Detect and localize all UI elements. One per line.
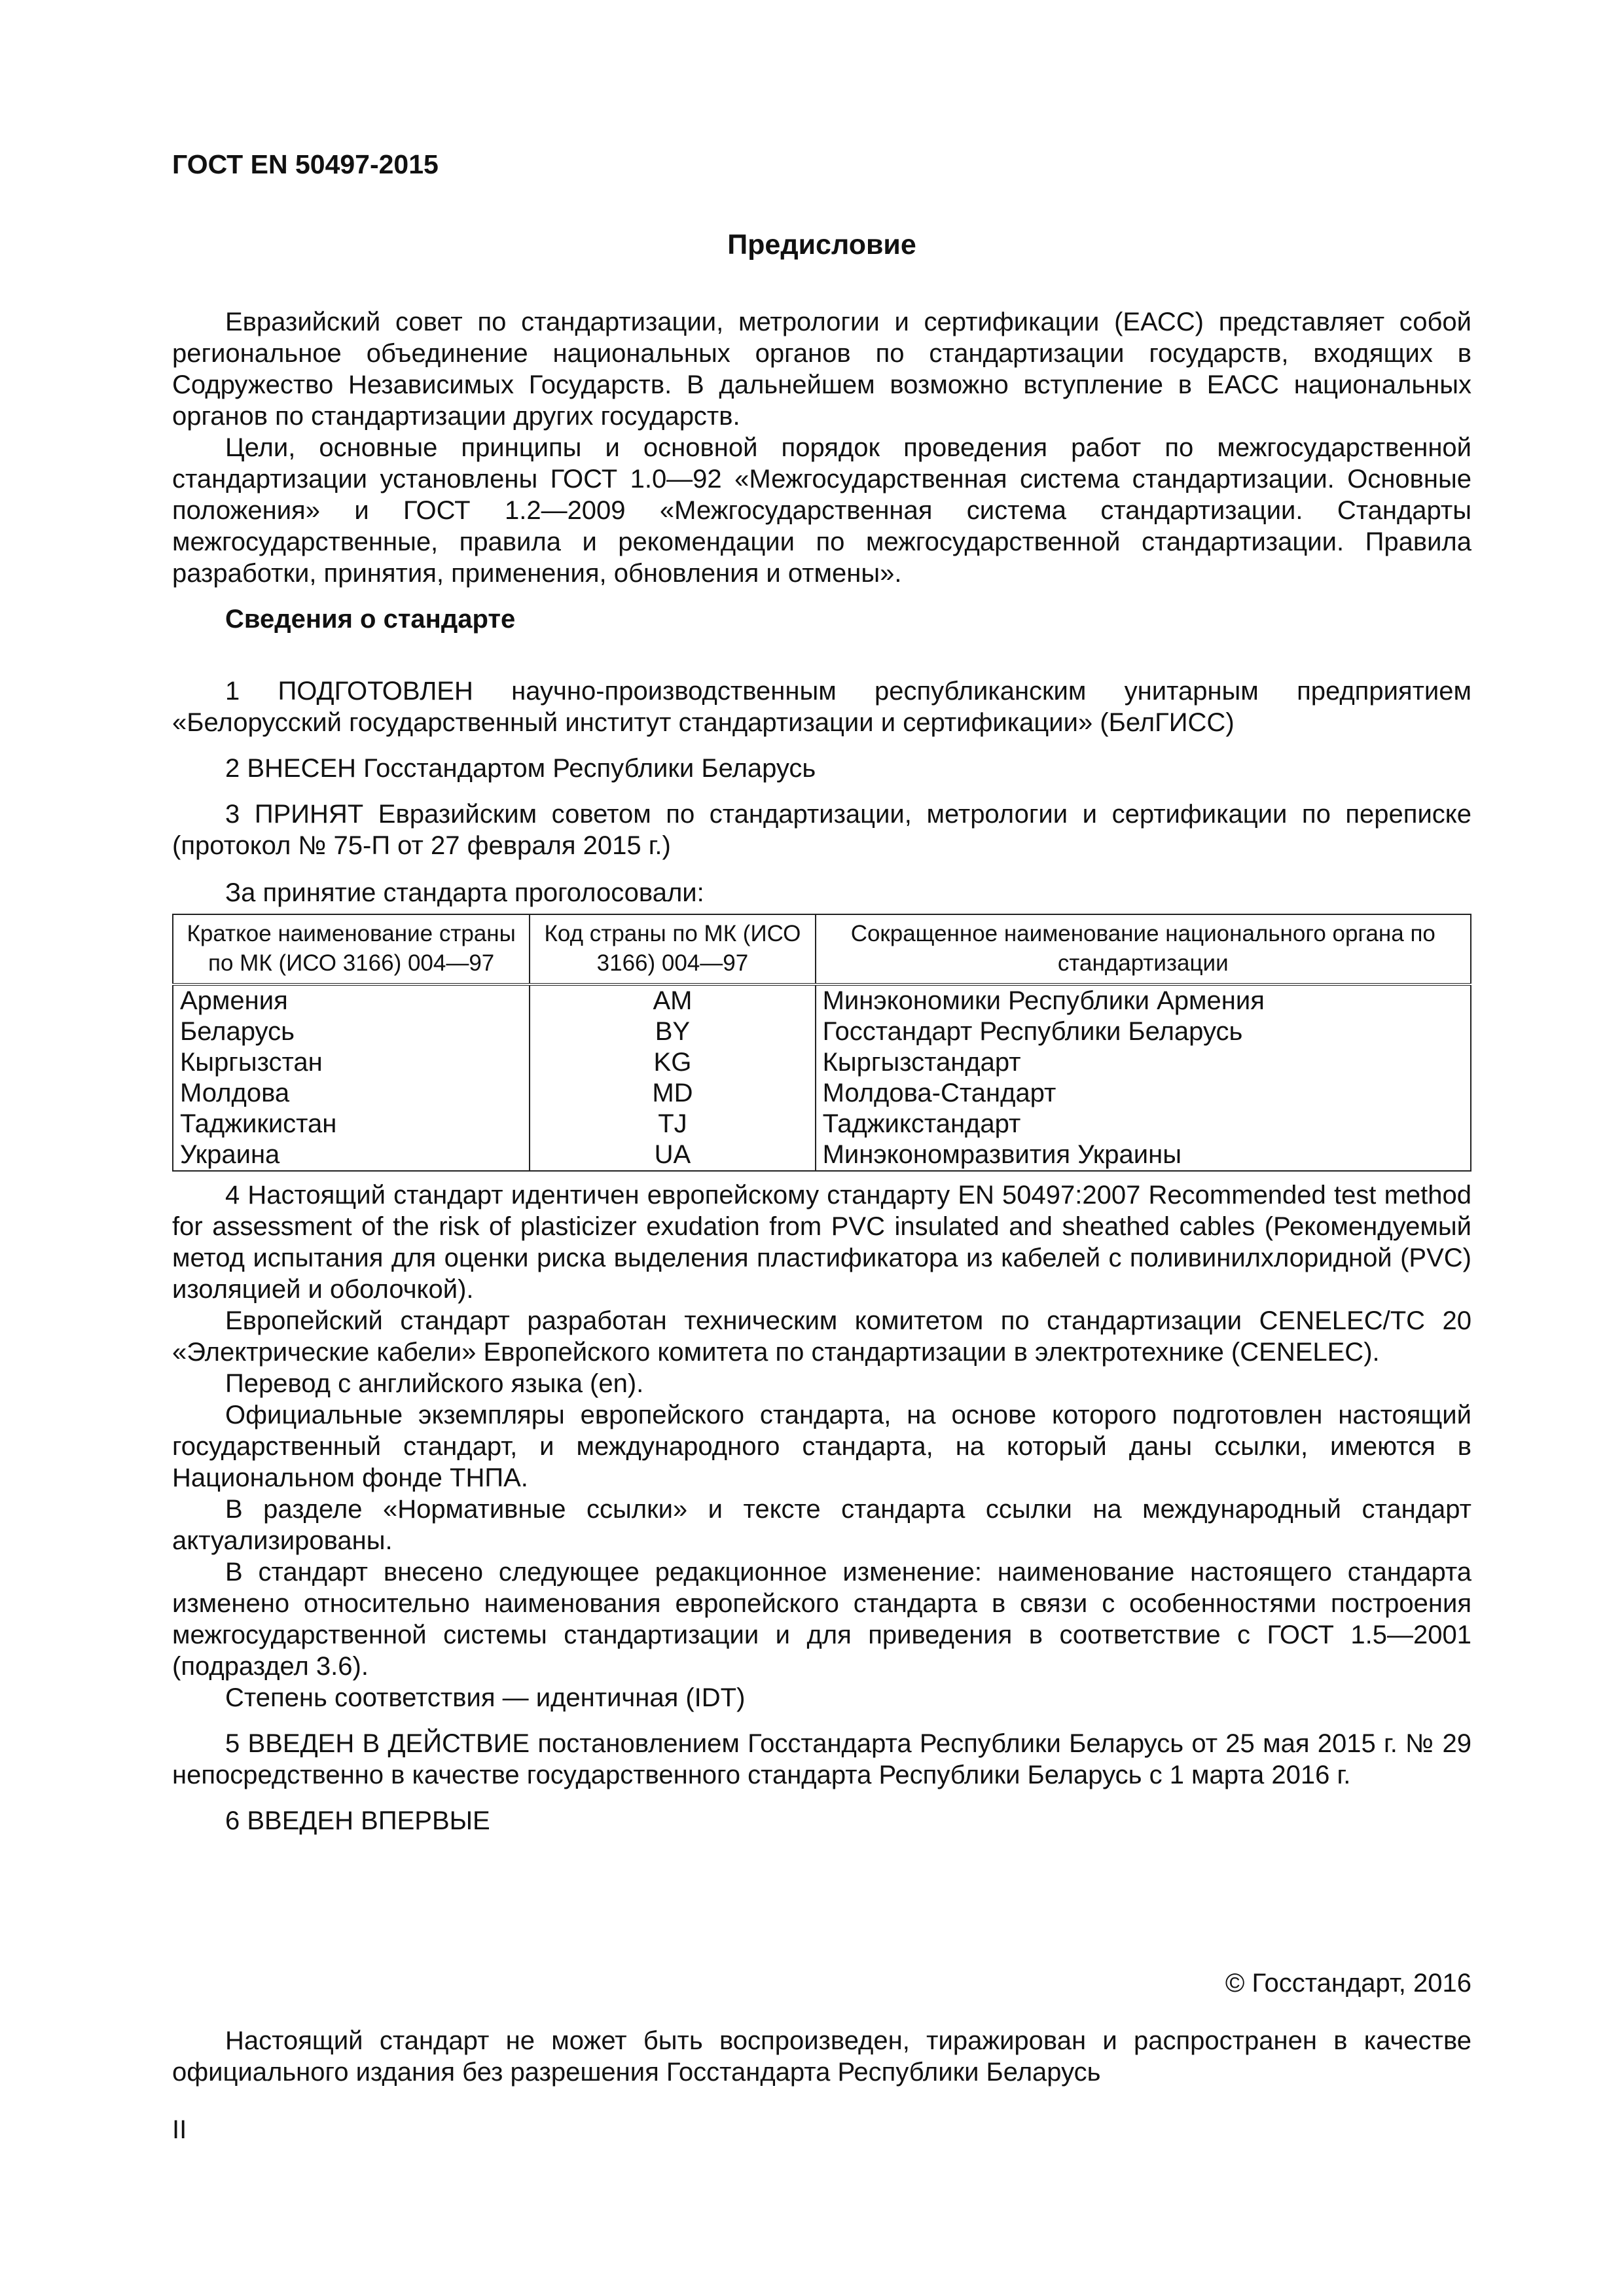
voting-countries-table [172,914,1471,1172]
copyright-notice: © Госстандарт, 2016 [1225,1969,1471,1998]
table-row [173,1139,1471,1171]
cell-country: Кыргызстан [173,1047,530,1078]
page-title: Предисловие [727,229,916,260]
cell-body: Молдова-Стандарт [816,1078,1471,1109]
table-row [173,1078,1471,1109]
item-2-introduced: 2 ВНЕСЕН Госстандартом Республики Беларусь [225,754,816,783]
cell-code: UA [530,1139,815,1171]
item-4-conformity: Степень соответствия — идентичная (IDT) [225,1683,746,1712]
table-header-row [173,914,1471,984]
reproduction-notice: Настоящий стандарт не может быть воспроизведен, тиражирован и распространен в качестве официального издания без разрешения Госстандарта Республики Беларусь [172,2026,1471,2087]
item-4-official-copies: Официальные экземпляры европейского стандарта, на основе которого подготовлен настоящий государственный стандарт, и международного стандарта, на который даны ссылки, имеются в Национальном фонде ТНПА. [172,1401,1471,1492]
item-1-prepared: 1 ПОДГОТОВЛЕН научно-производственным республиканским унитарным предприятием «Белорусский государственный институт стандартизации и сертификации» (БелГИСС) [172,677,1471,737]
cell-body: Госстандарт Республики Беларусь [816,1016,1471,1047]
cell-country: Молдова [173,1078,530,1109]
cell-country: Армения [173,984,530,1016]
column-header-body: Сокращенное наименование национального органа по стандартизации [816,914,1471,984]
cell-body: Минэкономразвития Украины [816,1139,1471,1171]
cell-body: Таджикстандарт [816,1109,1471,1139]
cell-country: Украина [173,1139,530,1171]
paragraph-goals: Цели, основные принципы и основной порядок проведения работ по межгосударственной стандартизации установлены ГОСТ 1.0—92 «Межгосударственная система стандартизации. Основные положения» и ГОСТ 1.2—2009 «Межгосударственная система стандартизации. Стандарты межгосударственные, правила и рекомендации по межгосударственной стандартизации. Правила разработки, принятия, применения, обновления и отмены». [172,433,1471,588]
cell-country: Таджикистан [173,1109,530,1139]
cell-code: KG [530,1047,815,1078]
paragraph-eass: Евразийский совет по стандартизации, метрологии и сертификации (ЕАСС) представляет собой региональное объединение национальных органов по стандартизации государств, входящих в Содружество Независимых Государств. В дальнейшем возможно вступление в ЕАСС национальных органов по стандартизации других государств. [172,308,1471,431]
item-4-developer: Европейский стандарт разработан техническим комитетом по стандартизации CENELEC/TC 20 «Электрические кабели» Европейского комитета по стандартизации в электротехнике (CENELEC). [172,1306,1471,1367]
page-number: II [172,2115,187,2144]
table-row [173,1109,1471,1139]
cell-code: BY [530,1016,815,1047]
foreword-content [172,229,1471,2088]
cell-code: TJ [530,1109,815,1139]
item-3-adopted: 3 ПРИНЯТ Евразийским советом по стандартизации, метрологии и сертификации по переписке (протокол № 75-П от 27 февраля 2015 г.) [172,800,1471,860]
column-header-country: Краткое наименование страны по МК (ИСО 3166) 004—97 [173,914,530,984]
item-6-first-introduced: 6 ВВЕДЕН ВПЕРВЫЕ [225,1806,490,1835]
document-id-header: ГОСТ EN 50497-2015 [172,149,439,179]
item-4-editorial-change: В стандарт внесено следующее редакционное изменение: наименование настоящего стандарта изменено относительно наименования европейского стандарта в связи с особенностями построения межгосударственной системы стандартизации и для приведения в соответствие с ГОСТ 1.5—2001 (подраздел 3.6). [172,1558,1471,1681]
table-row [173,984,1471,1016]
cell-country: Беларусь [173,1016,530,1047]
cell-code: MD [530,1078,815,1109]
item-4-references: В разделе «Нормативные ссылки» и тексте стандарта ссылки на международный стандарт актуализированы. [172,1495,1471,1555]
section-heading-standard-info: Сведения о стандарте [225,605,516,634]
cell-body: Кыргызстандарт [816,1047,1471,1078]
vote-intro: За принятие стандарта проголосовали: [225,878,704,907]
item-4-translation: Перевод с английского языка (en). [225,1369,644,1398]
cell-code: AM [530,984,815,1016]
column-header-code: Код страны по МК (ИСО 3166) 004—97 [530,914,815,984]
item-5-effective: 5 ВВЕДЕН В ДЕЙСТВИЕ постановлением Госстандарта Республики Беларусь от 25 мая 2015 г. № 29 непосредственно в качестве государственного стандарта Республики Беларусь с 1 марта 2016 г. [172,1729,1471,1789]
cell-body: Минэкономики Республики Армения [816,984,1471,1016]
table-row [173,1047,1471,1078]
table-row [173,1016,1471,1047]
item-4-identical: 4 Настоящий стандарт идентичен европейскому стандарту EN 50497:2007 Recommended test method for assessment of the risk of plasticizer exudation from PVC insulated and sheathed cables (Рекомендуемый метод испытания для оценки риска выделения пластификатора из кабелей с поливинилхлоридной (PVC) изоляцией и оболочкой). [172,1181,1471,1304]
